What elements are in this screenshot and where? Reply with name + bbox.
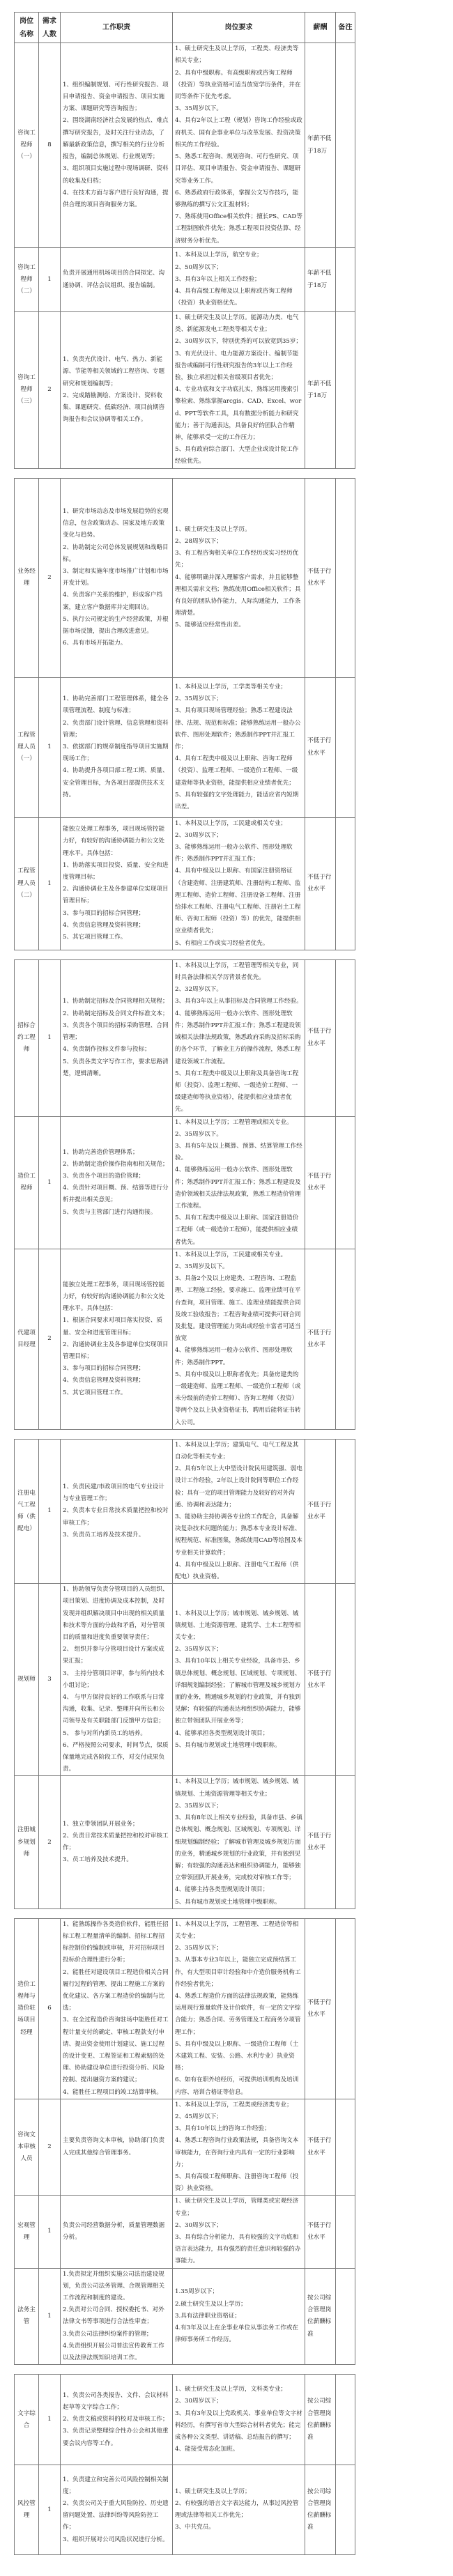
position-name: 咨询工程师（二） (15, 248, 39, 312)
duties-item: 1、协助落实项目投资、质量、安全和进度管理目标； (63, 861, 169, 881)
duties-cell (61, 478, 173, 677)
position-name: 风控管理 (15, 2465, 39, 2555)
requirements-item: 4、能够熟练运用一般办公软件、图形处理软件；熟悉制作PPT并汇报工作；熟悉工程建设领域相关法律法规政策，熟悉政府采购及招标采购的各个环节，了解业主方的操作流程，熟悉工程建设领域工作流程。 (175, 1010, 301, 1065)
table-row (15, 959, 355, 1116)
remark (336, 248, 355, 312)
headcount: 8 (39, 43, 61, 248)
requirements-item: 2、35周岁以下； (175, 1646, 222, 1653)
requirements-item: 4、能够熟练运用一般办公软件、图形处理软件；熟悉制作PPT并汇报工作；熟悉工程建设及造价领域相关法律法规政策，熟悉工程造价管理工作流程。 (175, 1166, 301, 1210)
duties-item: 2、完成踏勘测绘、方案设计、资料收集、课题研究、低碳经济、项目前期咨询报告和会议协调等相关工作。 (63, 392, 165, 424)
remark (336, 1116, 355, 1249)
duties-item: 4、 与甲方保持良好的工作联系与日常沟通，收集、记录、整理并向所长和公司领导及有关职能部门反馈甲方信息； (63, 1694, 165, 1725)
requirements-item: 3、能够熟练运用一般办公软件、图形处理软件；熟悉制作PPT并汇报工作； (175, 844, 293, 863)
column-header-name: 岗位名称 (15, 13, 39, 43)
remark (336, 2196, 355, 2268)
remark (336, 1249, 355, 1429)
requirements-item: 1、本科及以上学历，工民建或相关专业； (175, 819, 287, 827)
job-table (14, 959, 355, 1430)
salary: 不低于行业水平 (305, 1249, 336, 1429)
requirements-item: 3、具有3年以上相关工作经验； (175, 275, 261, 283)
remark (336, 1918, 355, 2099)
headcount: 2 (39, 478, 61, 677)
position-name: 工程管理人员（一） (15, 677, 39, 817)
duties-item: 1、负责光伏设计、电气、热力、新能源、节能等相关领域的工程咨询、专题研究和规划编制等； (63, 356, 165, 387)
headcount: 6 (39, 1918, 61, 2099)
requirements-cell (173, 2465, 305, 2555)
duties-item: 4、在技术方面与客户进行良好沟通，提供合理的项目咨询服务方案。 (63, 189, 169, 208)
position-name: 咨询文本审核人员 (15, 2099, 39, 2196)
duties-cell (61, 959, 173, 1116)
table-row (15, 2465, 355, 2555)
requirements-item: 2、50周岁以下； (175, 263, 222, 271)
requirements-cell (173, 2268, 305, 2365)
duties-item: 1、能熟练操作各类造价软件，能胜任招标工程工程量清单的编制、招标工程招标控制价的编制或审核，并对招标项目投标价合理性进行分析； (63, 1920, 169, 1964)
duties-item: 2、能胜任对建设项目工程造价相关合同履行过程的管理、提出工程施工方案的优化建议、各方案工程造价的编制与比选； (63, 1968, 169, 2012)
requirements-item: 3、具有8年以上相关专业经验，具备市县、乡镇总体规划、概念规划、区域规划、专项规划、详细规划编制经验；了解城市管理及城乡规划方面的业务，精通城乡规划的行业政策，并有独到见解；有较强的沟通表达和组织协调能力，能够独立带领团队开展业务，完成校对审核工作等； (175, 1814, 302, 1882)
requirements-cell (173, 312, 305, 469)
column-header-salary: 薪酬 (305, 13, 336, 43)
requirements-item: 1、硕士研究生及以上学历。能源动力类、电气类、新能源发电工程类等相关专业； (175, 314, 299, 334)
duties-item: 2、负责公司关于重大风险防控、历史遗留问题处置、法律纠纷等风险防控工作； (63, 2500, 169, 2531)
remark (336, 677, 355, 817)
remark (336, 1584, 355, 1776)
duties-item: 3、负责各个项目的招标采购管理、合同管理； (63, 1021, 169, 1042)
requirements-cell (173, 677, 305, 817)
requirements-item: 2、28周岁以下； (175, 537, 222, 545)
duties-item: 3、组织项目实施过程中现场调研、资料的收集及归档； (63, 165, 169, 185)
duties-item: 3、员工培养及技术提升。 (63, 1856, 132, 1864)
duties-item: 5、其它项目管理工作。 (63, 934, 127, 941)
headcount: 2 (39, 1249, 61, 1429)
remark (336, 1776, 355, 1908)
position-name: 注册城乡规划师 (15, 1776, 39, 1908)
duties-item: 3.负责公司法律纠纷案件的管理； (63, 2330, 153, 2338)
column-header-requirements: 岗位要求 (173, 13, 305, 43)
table-row (15, 1249, 355, 1429)
table-row (15, 1776, 355, 1908)
requirements-cell (173, 817, 305, 950)
requirements-item: 1、本科及以上学历；工程管理或相关专业。 (175, 1118, 293, 1126)
requirements-item: 4、能够主持各类型规划设计项目； (175, 1886, 269, 1894)
duties-item: 4、能胜任工程项目的竣工结算审核。 (63, 2088, 162, 2096)
column-header-duties: 工作职责 (61, 13, 173, 43)
duties-item: 5、执行公司规定的生产经营政策，并根据市场反馈，提出合理改进意见。 (63, 615, 169, 635)
requirements-item: 5、具有中级及以上职称者优先；具备房建类的一级建造师、监理工程师、一级造价工程师（或未分级前的造价工程师）、咨询工程师（投资）等两个及以上执业资格证书，聘用后能将证书转入公司。 (175, 1371, 301, 1426)
remark (336, 1439, 355, 1583)
requirements-item: 1、硕士研究生及以上学历，工程类、经济类等相关专业； (175, 45, 299, 65)
duties-item: 1、研究市场动态及市场发展趋势的宏观信息，包含政策动态、国家及地方政策变化与趋势。 (63, 507, 169, 539)
requirements-cell (173, 478, 305, 677)
requirements-item: 6、如有在职外培经历，可提供培训机构及培训内容、培训合格证等信息。 (175, 2076, 299, 2096)
requirements-item: 3、具有10年以上相关专业经验，具备市县、乡镇总体规划、概念规划、区域规划、专项规划、详细规划编制经验；了解城市管理及城乡规划方面的业务，精通城乡规划的行业政策，并有独到见解；有较强的沟通表达和组织协调能力，能够独立带领团队开展业务等； (175, 1658, 301, 1725)
requirements-item: 3.具有法律职业资格证； (175, 2312, 241, 2320)
requirements-item: 4、具有高级工程师及以上职称或咨询工程师（投资）执业资格优先。 (175, 288, 293, 307)
duties-item: 1、负责公司各类报告、文件、会议材料起草等文字综合工作； (63, 2391, 169, 2411)
duties-item: 2、负责文稿或资料的校对及审核工作； (63, 2416, 169, 2423)
duties-item: 2、协助制定公司总体发展规划和战略目标。 (63, 543, 169, 563)
requirements-item: 1、硕士研究生及以上学历； (175, 2488, 251, 2495)
headcount: 1 (39, 2268, 61, 2365)
duties-cell (61, 677, 173, 817)
requirements-item: 3、具有3年以上从事招标及合同管理工作经验。 (175, 998, 302, 1005)
duties-item: 3、 主持分管项目评审，参与所内技术小组讨论； (63, 1669, 164, 1689)
requirements-item: 4、熟悉工程造价方面的法律法规政策，能熟练运用现行算量软件及计价软件，有一定的文字综合能力；熟悉合同、劳务管理及工程商务分项管理工作； (175, 1992, 301, 2036)
requirements-item: 1、硕士研究生及以上学历，管理类或宏观经济专业； (175, 2198, 299, 2217)
duties-item: 1、协助制定招标及合同管理相关规程； (63, 998, 169, 1005)
duties-item: 5、负责与主管部门进行沟通衔接。 (63, 1208, 157, 1216)
requirements-item: 5、具有城市规划或土地管理中级职称。 (175, 1898, 281, 1906)
table-row (15, 1116, 355, 1249)
requirements-item: 4、具有2年以上工程（规划）咨询工作经验或政府机关、国有企事业单位与改革发展、投资决策相关的工作经验。 (175, 117, 302, 148)
requirements-item: 2、35周岁以下。 (175, 1130, 222, 1138)
duties-item: 2、 组织并参与分管项目设计方案或成果汇报； (63, 1646, 164, 1665)
salary: 不低于行业水平 (305, 2196, 336, 2268)
requirements-item: 4、具有中级及以上职称、注册电气工程师（供配电）执业资格。 (175, 1561, 299, 1581)
requirements-cell (173, 1249, 305, 1429)
salary: 不低于行业水平 (305, 478, 336, 677)
salary: 不低于行业水平 (305, 1918, 336, 2099)
salary: 年薪不低于18万 (305, 248, 336, 312)
requirements-item: 5、具有政府综合部门、大型企业或设计院工作经验优先。 (175, 446, 299, 465)
table-row (15, 478, 355, 677)
table-row (15, 2099, 355, 2196)
duties-cell (61, 1116, 173, 1249)
headcount: 1 (39, 248, 61, 312)
requirements-item: 2、30周岁以下，特别优秀的可以放宽到35岁； (175, 338, 302, 346)
position-name: 注册电气工程师（供配电） (15, 1439, 39, 1583)
requirements-cell (173, 1918, 305, 2099)
requirements-item: 3、具有10年以上的咨询工作经验； (175, 2125, 270, 2133)
job-table (14, 12, 355, 469)
headcount: 1 (39, 2465, 61, 2555)
requirements-item: 2、30周岁以下； (175, 831, 222, 839)
requirements-cell (173, 1584, 305, 1776)
duties-item: 3、负责记录整理综合性办公会和其他重要会议内容等工作。 (63, 2428, 169, 2447)
requirements-item: 4、能够熟练运用一般办公软件、图形处理软件；熟悉制作PPT。 (175, 1347, 293, 1366)
requirements-item: 5、具有工程类中级及以上职称、国家注册造价工程师（或一级造价工程师），能提供相应业绩者优先。 (175, 1214, 299, 1246)
duties-cell (61, 2268, 173, 2365)
requirements-item: 1、本科及以上学历；城市规划、城乡规划、城镇规划、土地资源管理等相关专业； (175, 1778, 299, 1798)
requirements-item: 3、具有综合分析能力，具有较强的文字功底和语言表达能力，具有强烈的责任意识和较强的办事能力。 (175, 2234, 301, 2265)
duties-item: 3、制定和实施年度市场推广计划和市场开发计划。 (63, 567, 169, 587)
requirements-item: 5、能够适应经常性出差。 (175, 622, 245, 629)
requirements-cell (173, 1439, 305, 1583)
duties-item: 2、负责日常技术质量把控和校对审核工作； (63, 1832, 169, 1852)
position-name: 规划师 (15, 1584, 39, 1776)
duties-item: 3、组织开展对公司风险状况进行分析。 (63, 2536, 169, 2543)
duties-item: 6、严格按照公司要求，时间节点，保质保量地完成各阶段工作，对交付成果负责。 (63, 1741, 169, 1773)
duties-item: 4、负责客户关系的维护，形成客户档案，建立客户数据库并定期回访。 (63, 592, 162, 611)
duties-item: 3、在全过程造价咨询驻场中能胜任对工程计量支付的确定、审核工程款支付申请、提出资金使用计划建议、施工过程的设计变更、工程签证和工程索赔的处理、协助建设单位进行投资分析、风险控制、提出融资方案的建议； (63, 2016, 169, 2084)
requirements-item: 1、本科及以上学历；建筑电气、电气工程及其自动化等相关专业； (175, 1441, 299, 1460)
duties-item: 1、协助完善部门工程管理体系，健全各项管理流程、制度与标准； (63, 695, 169, 715)
remark (336, 2268, 355, 2365)
requirements-item: 2.硕士研究生及以上学历； (175, 2300, 247, 2308)
requirements-item: 5、有相应工作或实习经验者优先。 (175, 939, 269, 947)
salary: 按公司综合管理岗位薪酬标准 (305, 2465, 336, 2555)
headcount: 1 (39, 1116, 61, 1249)
salary: 按公司综合管理岗位薪酬标准 (305, 2268, 336, 2365)
table-row (15, 1439, 355, 1583)
duties-cell (61, 1584, 173, 1776)
remark (336, 478, 355, 677)
duties-item: 4.负责组织开展公司普法宣传教育工作以及法律法规知识培训工作。 (63, 2342, 164, 2362)
remark (336, 43, 355, 248)
duties-item: 2、沟通协调业主及各参建单位实现项目管理目标； (63, 886, 169, 905)
duties-cell (61, 1918, 173, 2099)
table-row (15, 2196, 355, 2268)
position-name: 造价工程师 (15, 1116, 39, 1249)
requirements-item: 4、具有工程类中级及以上职称、咨询工程师（投资）、监理工程师、一级造价工程师、一级建造师等执业资格，能提供相应业绩者优先； (175, 755, 298, 787)
requirements-item: 3、中共党员。 (175, 2524, 215, 2531)
table-row (15, 1584, 355, 1776)
requirements-cell (173, 1776, 305, 1908)
requirements-cell (173, 43, 305, 248)
table-row (15, 43, 355, 248)
requirements-item: 2、32周岁以下。 (175, 986, 222, 994)
requirements-item: 2、具有中级职称。有高级职称或咨询工程师（投资）等执业资格可适当放宽学历条件，并在同等条件下优先考虑。 (175, 69, 301, 101)
remark (336, 2465, 355, 2555)
requirements-cell (173, 248, 305, 312)
requirements-item: 3、能协助主持协调各专业的工作配合，具备解决复杂技术问题的能力；熟悉本专业设计标准、规程规范、标准图集，熟练使用CAD等绘图及本专业相关计算软件； (175, 1513, 302, 1557)
requirements-item: 3、具有5年及以上概算、预算、结算管理工作经验。 (175, 1142, 302, 1162)
remark (336, 312, 355, 469)
requirements-item: 5、具有中级及以上职称、一级造价工程师（土木建筑工程、安装、公路、水利专业）执业资格； (175, 2040, 299, 2072)
headcount: 1 (39, 2375, 61, 2465)
duties-item: 4、负责针对项目概、预、结算等进行分析并提出相关意见； (63, 1185, 169, 1204)
duties-item: 5、负责各类文字写作工作，要求思路清楚，逻辑清晰。 (63, 1058, 169, 1077)
requirements-item: 1、本科及以上学历，工民建或相关专业。 (175, 1251, 287, 1258)
duties-item: 2、负责本专业日常技术质量把控和校对审核工作； (63, 1507, 169, 1527)
salary: 不低于行业水平 (305, 1584, 336, 1776)
duties-cell (61, 248, 173, 312)
requirements-item: 3、具有项目现场管理经验；熟悉工程建设法律、法规、规范和标准；能够熟练运用一般办公软件、图形处理软件；熟悉制作PPT并汇报工作； (175, 707, 301, 751)
table-row (15, 2375, 355, 2465)
requirements-item: 5、具有工程类中级及以上职称及具备咨询工程师（投资）、监理工程师、一级造价工程师、一级建造师等执业资格），能提供相应业绩者优先。 (175, 1070, 299, 1113)
requirements-item: 4、能接受常态化加班。 (175, 2446, 239, 2453)
table-row (15, 817, 355, 950)
requirements-item: 3、从事本专业3年以上，能独立完成预结算工作，有大型项目审计经验和中介造价服务机构工作经验者优先； (175, 1957, 301, 1988)
headcount: 2 (39, 312, 61, 469)
duties-item: 1、组织编制规划、可行性研究报告、项目申请报告、资金申请报告、项目实施方案、课题研究等咨询报告； (63, 81, 169, 113)
duties-item: 2.负责对公司合同、授权委托书、对外法律文书等事项进行合法性审查； (63, 2306, 164, 2326)
table-row (15, 677, 355, 817)
duties-item: 4、协助提升各项目部工程工期、质量、安全管理目标，为各项目部提供技术支持。 (63, 767, 169, 799)
column-header-remark: 备注 (336, 13, 355, 43)
requirements-item: 2、45周岁以下； (175, 2113, 222, 2120)
requirements-cell (173, 959, 305, 1116)
requirements-item: 2、35周岁以下； (175, 1802, 222, 1810)
requirements-item: 2、35周岁及以下。 (175, 1263, 229, 1270)
position-name: 代建项目经理 (15, 1249, 39, 1429)
duties-item: 1、根据合同要求对项目落实投资、质量、安全和进度管理目标； (63, 1317, 162, 1336)
salary: 不低于行业水平 (305, 2099, 336, 2196)
requirements-item: 5、具有高级工程师职称、注册咨询工程师（投资）执业资格。 (175, 2173, 299, 2193)
requirements-item: 1、本科及以上学历，工学类等相关专业； (175, 684, 287, 691)
table-row (15, 1918, 355, 2099)
duties-item: 4、负责信息管理及资料管理； (63, 921, 145, 929)
duties-item: 1、协助领导负责分管项目的人员组织、项目策划、进度协调及成本控制，及时发现并组织解决项目中出现的相关质量和技术等方面的分歧和矛盾，对分管项目的质量和进度负重要领导责任； (63, 1586, 169, 1642)
duties-item: 5、 参与对所内新员工的培养。 (63, 1729, 146, 1737)
requirements-item: 1、硕士研究生及以上学历，文科类专业； (175, 2386, 287, 2393)
duties-cell (61, 2465, 173, 2555)
position-name: 咨询工程师（一） (15, 43, 39, 248)
column-header-count: 需求人数 (39, 13, 61, 43)
requirements-cell (173, 2375, 305, 2465)
requirements-item: 2、有较强的语言文字表达能力，从事过风控管理或法律等相关工作优先； (175, 2500, 299, 2520)
duties-item: 负责开展通用机场项目的合同拟定、沟通协调、评估会议组织、报告编制。 (63, 270, 165, 289)
headcount: 3 (39, 1584, 61, 1776)
duties-item: 1、独立带领团队开展业务； (63, 1820, 139, 1828)
remark (336, 959, 355, 1116)
headcount: 1 (39, 1439, 61, 1583)
job-table (14, 2374, 355, 2555)
requirements-item: 4、能够明确并深入理解客户需求，并且能够整理相关需求文档；熟练使用Office相关软件；具有良好的团队协作能力，人际沟通能力，工作条理清楚。 (175, 573, 301, 617)
requirements-item: 1、硕士研究生及以上学历。 (175, 525, 251, 533)
requirements-item: 1、本科及以上学历，工程管理等相关专业，同时具备法律相关学历背景者优先。 (175, 962, 299, 982)
salary: 不低于行业水平 (305, 1116, 336, 1249)
requirements-item: 3、35周岁以下。 (175, 105, 222, 113)
table-row (15, 312, 355, 469)
duties-cell (61, 1439, 173, 1583)
requirements-item: 1、本科及以上学历，工程类或经济类专业； (175, 2101, 293, 2108)
duties-item: 1、协助完善造价管理体系； (63, 1148, 139, 1156)
remark (336, 2375, 355, 2465)
duties-item: 3、负责员工培养及技术提升。 (63, 1531, 145, 1538)
duties-cell (61, 2375, 173, 2465)
duties-cell (61, 817, 173, 950)
requirements-item: 1、本科及以上学历；城市规划、城乡规划、城镇规划、土地资源管理、建筑学、土木工程等相关专业； (175, 1610, 301, 1642)
requirements-item: 3、具备2个及以上房建类、工程咨询、工程监理、工程施工经验，要求施工、监理业绩可在平台查询，项目管理、施工、监理业绩能提供合同及竣工验收报告；工程咨询业绩可提供可研合同及批复。建设管理能力突出或经验丰富者可适当放宽 (175, 1275, 301, 1343)
duties-item: 3、参与项目的招标合同管理； (63, 1365, 145, 1373)
requirements-item: 3、有工程咨询相关单位工作经历或实习经历优先； (175, 550, 299, 569)
requirements-item: 5、具有较强的文字处理能力，能适应省内短期出差。 (175, 791, 299, 811)
requirements-cell (173, 2196, 305, 2268)
position-name: 宏观管理 (15, 2196, 39, 2268)
position-name: 造价工程师与造价驻场项目经理 (15, 1918, 39, 2099)
headcount: 1 (39, 2196, 61, 2268)
duties-item: 1.负责拟定并组织实施公司法治建设规划，负责公司法务管理、合规管理相关工作流程和制度的建设。 (63, 2270, 165, 2302)
requirements-item: 4、熟悉工程咨询行业政策法规，具备咨询文本审核能力，在咨询行业内具有一定的行业影响力； (175, 2137, 299, 2168)
remark (336, 817, 355, 950)
duties-item: 1、负责建立和完善公司风险控制相关制度； (63, 2476, 169, 2495)
remark (336, 2099, 355, 2196)
job-table (14, 478, 355, 950)
duties-cell (61, 1249, 173, 1429)
requirements-item: 3、具有3年及以上党政机关、事业单位等文字材料经历，有撰写省市大型综合材料者优先；能完成各种公文类型、讲话稿、总结报告的撰写； (175, 2409, 302, 2441)
job-table (14, 1918, 355, 2366)
salary: 不低于行业水平 (305, 1439, 336, 1583)
headcount: 1 (39, 959, 61, 1116)
salary: 按公司综合管理岗位薪酬标准 (305, 2375, 336, 2465)
duties-item: 2、负责部门设计管理、信息管理和资料管理； (63, 719, 169, 739)
salary: 不低于行业水平 (305, 959, 336, 1116)
requirements-item: 4.有3年及以上在企事业单位从事法务工作或在律师事务所工作经历。 (175, 2324, 298, 2344)
requirements-item: 4、专业功底和文字功底扎实，熟练运用搜索引擎检索、熟练掌握arcgis、CAD、Excel、word、PPT等软件工具，具有数据分析能力和研究能力；善于沟通表达，具备良好的团队合作精神，能够承受一定的工作压力； (175, 386, 302, 442)
requirements-item: 3、有光伏设计、电力能源方案设计、编制节能报告或编制可行性研究报告的3年以上工作经验，独立承担过相关省级项目者优先； (175, 350, 299, 382)
requirements-item: 2、35周岁以下； (175, 1945, 222, 1952)
position-name: 文字综合 (15, 2375, 39, 2465)
duties-item: 5、其它项目管理工作。 (63, 1389, 127, 1396)
duties-item: 4、负责制作投标文件参与投标； (63, 1046, 151, 1054)
position-name: 招标合约工程师 (15, 959, 39, 1116)
requirements-item: 2、具有5年以上大中型设计院民用建筑强、弱电设计工作经验，2年以上设计院同等职位工作经验；具有一定的项目管理能力及较好的对外沟通、协调和表达能力； (175, 1465, 302, 1509)
requirements-item: 1、本科及以上学历，工程管理、工程造价等相关专业； (175, 1920, 299, 1940)
duties-item: 3、参与项目的招标合同管理； (63, 909, 145, 917)
position-name: 工程管理人员（二） (15, 817, 39, 950)
duties-item: 主要负责咨询文本审核，协助部门负责人完成其他综合管理事务。 (63, 2137, 165, 2157)
requirements-item: 5、熟悉工程咨询、规划咨询、可行性研究、项目评估、项目申请报告、资金申请报告、课题研究等业务工作。 (175, 153, 301, 185)
duties-cell (61, 43, 173, 248)
duties-cell (61, 1776, 173, 1908)
requirements-item: 1.35周岁以下； (175, 2288, 219, 2296)
requirements-item: 4、能够承担各类型规划设计项目； (175, 1729, 269, 1737)
position-name: 法务主管 (15, 2268, 39, 2365)
headcount: 1 (39, 817, 61, 950)
salary: 不低于行业水平 (305, 817, 336, 950)
salary: 年薪不低于18万 (305, 312, 336, 469)
requirements-item: 2、35周岁以下； (175, 695, 222, 703)
duties-item: 1、负责民建/市政项目的电气专业设计与专业管理工作； (63, 1483, 164, 1503)
requirements-item: 4、具有中级及以上职称、有国家注册资格证（含建造师、注册建筑师、注册结构工程师、监理工程师、造价工程师、注册设备工程师、注册给排水工程师、注册电气工程师、注册岩土工程师、咨询工程师（投资）等）的优先，能提供相应业绩者优先； (175, 867, 301, 935)
requirements-item: 2、30周岁以下； (175, 2221, 222, 2229)
table-row (15, 2268, 355, 2365)
duties-item: 负责公司经营数据分析，质量管理数据分析。 (63, 2221, 165, 2241)
job-table (14, 1439, 355, 1909)
duties-item: 2、围绕湖南经济社会发展的热点、难点撰写研究报告，及时关注行业动态，了解最新政策信息，撰写相关的行业分析报告，编制总体规划、行业规划等； (63, 117, 169, 161)
requirements-item: 6、熟悉政府行政体系，掌握公文写作技巧，能够熟练的撰写公文汇报材料； (175, 189, 299, 208)
duties-item: 能独立处理工程事务，项目现场管控能力好，有较好的沟通协调能力和公文处理水平。具体包括： (63, 1281, 165, 1313)
duties-item: 6、具有市场开拓能力。 (63, 640, 127, 647)
duties-item: 2、协助制定招标及合同文件标准文本； (63, 1010, 169, 1017)
requirements-item: 1、本科及以上学历，航空专业； (175, 252, 263, 259)
requirements-item: 5、具有城市规划或土地管理中级职称。 (175, 1741, 281, 1749)
table-row (15, 248, 355, 312)
salary: 年薪不低于18万 (305, 43, 336, 248)
duties-item: 4、负责信息管理及资料管理； (63, 1377, 145, 1385)
position-name: 业务经理 (15, 478, 39, 677)
table-header-row (15, 13, 355, 43)
salary: 不低于行业水平 (305, 677, 336, 817)
headcount: 2 (39, 2099, 61, 2196)
headcount: 2 (39, 1776, 61, 1908)
salary: 不低于行业水平 (305, 1776, 336, 1908)
duties-item: 能独立处理工程事务，项目现场管控能力好，有较好的沟通协调能力和公文处理水平。具体包括： (63, 826, 165, 857)
duties-cell (61, 2196, 173, 2268)
duties-item: 2、协助制定造价操作指南和相关规范； (63, 1160, 169, 1168)
duties-cell (61, 2099, 173, 2196)
requirements-cell (173, 2099, 305, 2196)
requirements-cell (173, 1116, 305, 1249)
headcount: 1 (39, 677, 61, 817)
duties-item: 3、依据部门的规章制度指导项目实施期现场工作； (63, 743, 169, 763)
duties-cell (61, 312, 173, 469)
requirements-item: 2、30周岁以下； (175, 2398, 222, 2405)
requirements-item: 7、熟练使用Office相关软件；擅长PS、CAD等工程制图软件优先；熟悉工程项目投资估算、经济财务分析优先。 (175, 213, 302, 245)
duties-item: 2、沟通协调业主及各参建单位实现项目管理目标； (63, 1341, 169, 1360)
position-name: 咨询工程师（三） (15, 312, 39, 469)
duties-item: 3、负责各个项目的造价管理； (63, 1172, 145, 1180)
